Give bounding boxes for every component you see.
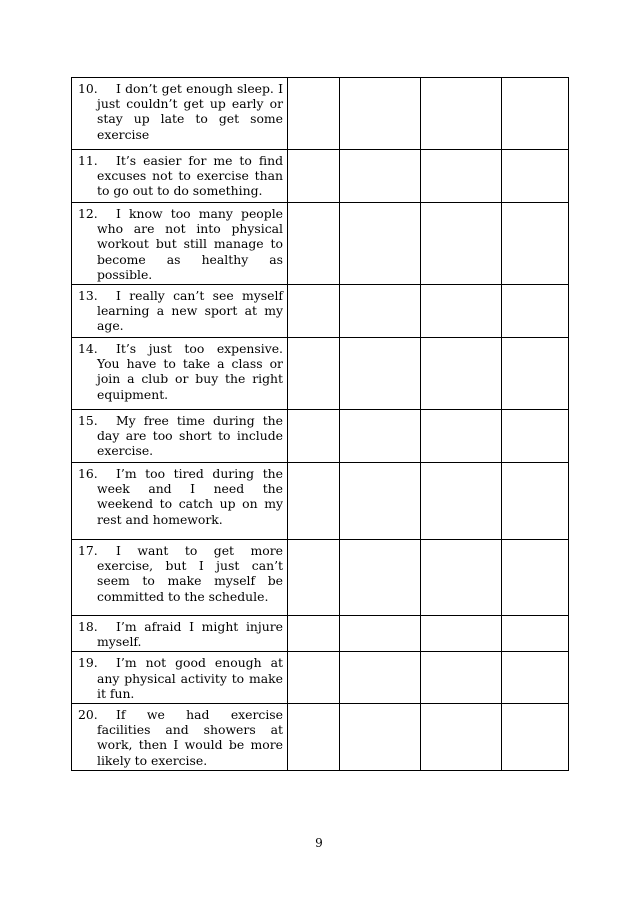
table-row	[72, 616, 569, 652]
table-row	[72, 540, 569, 616]
table-row	[72, 150, 569, 203]
response-cell[interactable]	[340, 540, 421, 616]
item-text: My free time during the day are too short to include exercise.	[97, 413, 283, 459]
response-cell[interactable]	[502, 704, 569, 771]
response-cell[interactable]	[288, 616, 340, 652]
response-cell[interactable]	[502, 78, 569, 150]
statement-cell	[72, 285, 288, 338]
response-cell[interactable]	[421, 150, 502, 203]
response-cell[interactable]	[288, 285, 340, 338]
questionnaire-table	[71, 77, 569, 771]
table-row	[72, 652, 569, 704]
response-cell[interactable]	[340, 338, 421, 410]
response-cell[interactable]	[421, 203, 502, 285]
response-cell[interactable]	[421, 410, 502, 463]
statement-cell	[72, 338, 288, 410]
response-cell[interactable]	[340, 78, 421, 150]
item-text: It’s just too expensive. You have to take a class or join a club or buy the right equipment.	[97, 341, 283, 402]
response-cell[interactable]	[288, 338, 340, 410]
item-text: If we had exercise facilities and showers at work, then I would be more likely to exercise.	[97, 707, 283, 768]
response-cell[interactable]	[288, 410, 340, 463]
item-number: 20.	[78, 707, 98, 723]
response-cell[interactable]	[340, 652, 421, 704]
response-cell[interactable]	[421, 704, 502, 771]
response-cell[interactable]	[421, 652, 502, 704]
questionnaire-sheet	[71, 77, 569, 771]
item-text: I don’t get enough sleep. I just couldn’t get up early or stay up late to get some exercise	[97, 81, 283, 142]
response-cell[interactable]	[340, 150, 421, 203]
statement-cell	[72, 78, 288, 150]
statement-cell	[72, 540, 288, 616]
response-cell[interactable]	[288, 150, 340, 203]
response-cell[interactable]	[288, 463, 340, 540]
response-cell[interactable]	[340, 285, 421, 338]
statement-cell	[72, 463, 288, 540]
item-text: I’m not good enough at any physical activity to make it fun.	[97, 655, 283, 701]
response-cell[interactable]	[421, 616, 502, 652]
statement-cell	[72, 410, 288, 463]
response-cell[interactable]	[288, 652, 340, 704]
statement-cell	[72, 203, 288, 285]
response-cell[interactable]	[340, 463, 421, 540]
response-cell[interactable]	[340, 410, 421, 463]
response-cell[interactable]	[421, 78, 502, 150]
table-row	[72, 704, 569, 771]
item-number: 10.	[78, 81, 98, 96]
table-row	[72, 203, 569, 285]
item-number: 19.	[78, 655, 98, 671]
statement-cell	[72, 616, 288, 652]
response-cell[interactable]	[502, 338, 569, 410]
response-cell[interactable]	[502, 652, 569, 704]
response-cell[interactable]	[502, 540, 569, 616]
statement-cell	[72, 652, 288, 704]
table-row	[72, 463, 569, 540]
response-cell[interactable]	[502, 616, 569, 652]
item-number: 16.	[78, 466, 98, 482]
page-number: 9	[315, 836, 323, 850]
table-row	[72, 410, 569, 463]
item-number: 13.	[78, 288, 98, 304]
response-cell[interactable]	[421, 540, 502, 616]
item-text: It’s easier for me to find excuses not to exercise than to go out to do something.	[97, 153, 283, 199]
response-cell[interactable]	[421, 463, 502, 540]
item-text: I really can’t see myself learning a new sport at my age.	[97, 288, 283, 334]
response-cell[interactable]	[288, 704, 340, 771]
response-cell[interactable]	[502, 285, 569, 338]
response-cell[interactable]	[502, 463, 569, 540]
response-cell[interactable]	[340, 704, 421, 771]
table-row	[72, 338, 569, 410]
item-text: I want to get more exercise, but I just can’t seem to make myself be committed to the schedule.	[97, 543, 283, 604]
response-cell[interactable]	[502, 203, 569, 285]
statement-cell	[72, 704, 288, 771]
item-text: I know too many people who are not into physical workout but still manage to become as healthy as possible.	[97, 206, 283, 282]
response-cell[interactable]	[288, 203, 340, 285]
item-number: 17.	[78, 543, 98, 559]
item-number: 15.	[78, 413, 98, 429]
response-cell[interactable]	[502, 150, 569, 203]
item-number: 12.	[78, 206, 98, 221]
statement-cell	[72, 150, 288, 203]
response-cell[interactable]	[502, 410, 569, 463]
item-number: 14.	[78, 341, 98, 357]
response-cell[interactable]	[340, 616, 421, 652]
item-text: I’m too tired during the week and I need the weekend to catch up on my rest and homework.	[97, 466, 283, 527]
table-row	[72, 78, 569, 150]
item-number: 11.	[78, 153, 98, 168]
response-cell[interactable]	[340, 203, 421, 285]
response-cell[interactable]	[421, 338, 502, 410]
table-row	[72, 285, 569, 338]
item-number: 18.	[78, 619, 98, 635]
item-text: I’m afraid I might injure myself.	[97, 619, 283, 650]
response-cell[interactable]	[288, 540, 340, 616]
response-cell[interactable]	[288, 78, 340, 150]
response-cell[interactable]	[421, 285, 502, 338]
